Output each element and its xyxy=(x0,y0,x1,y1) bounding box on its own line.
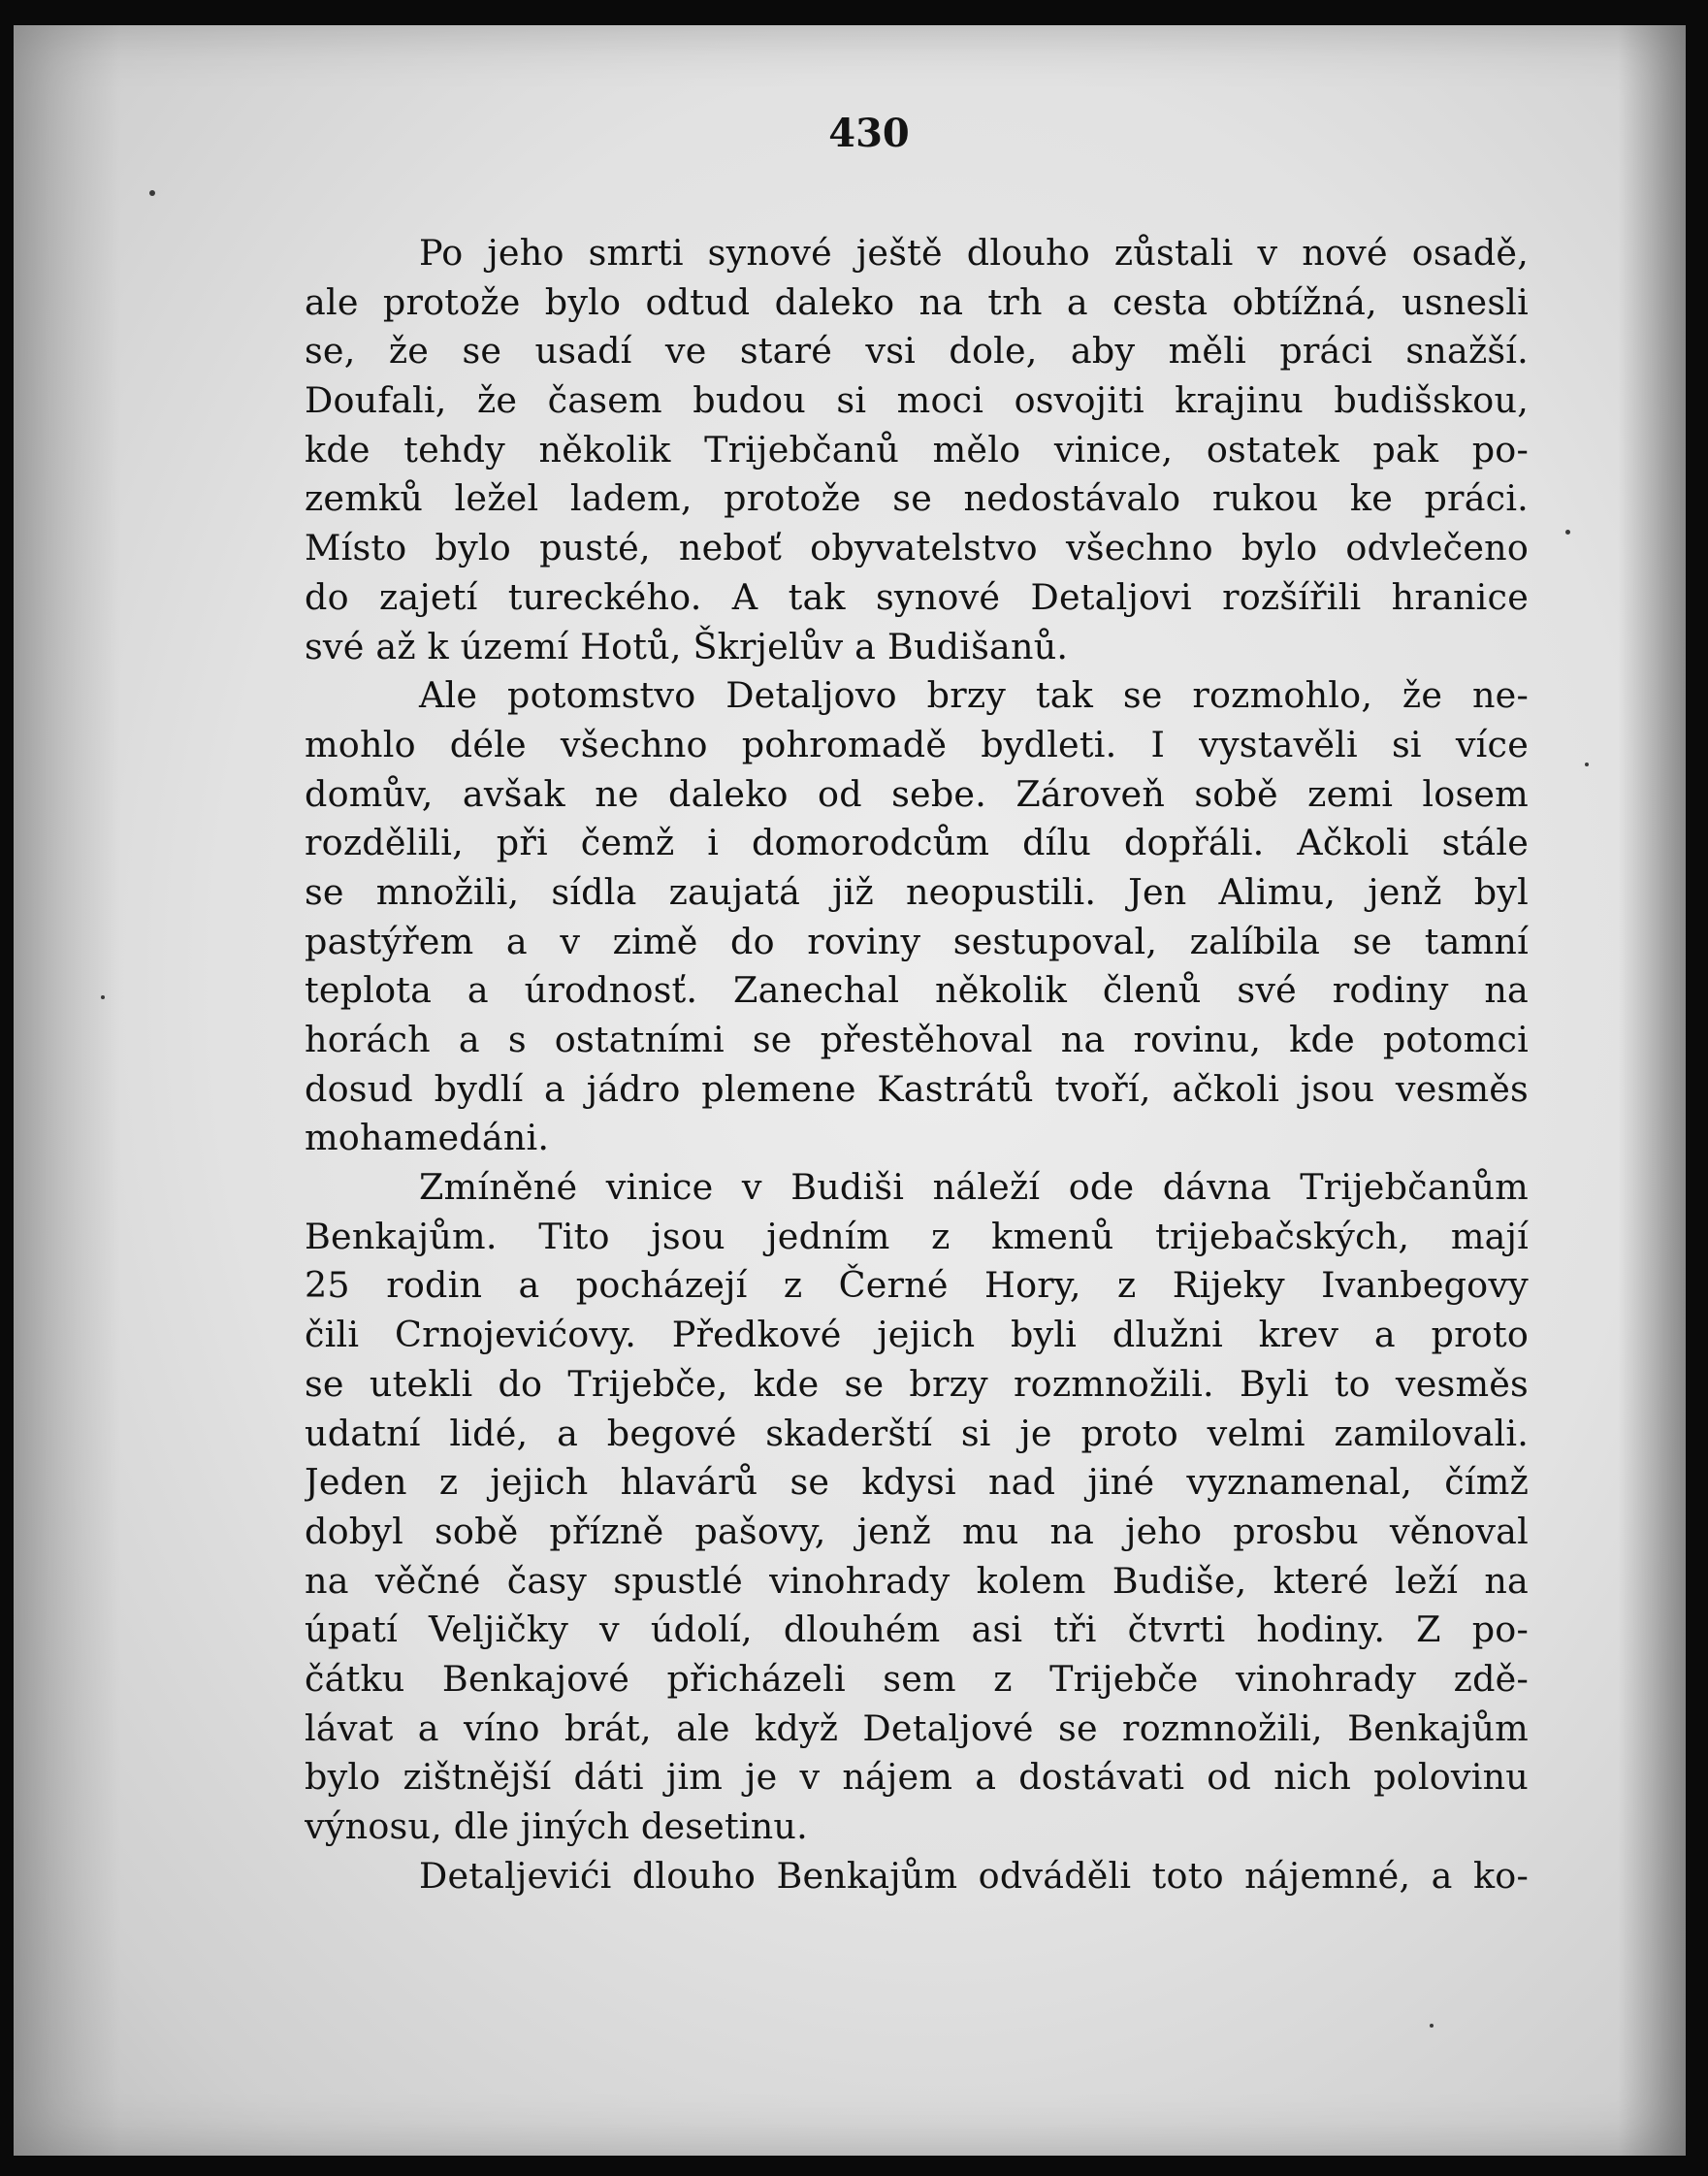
dust-speck xyxy=(149,190,155,196)
book-page xyxy=(14,25,1686,2156)
text-line: své až k území Hotů, Škrjelův a Budišanů. xyxy=(305,625,1069,667)
text-line: čili Crnojevićovy. Předkové jejich byli dlužni krev a proto xyxy=(305,1314,1529,1356)
text-line: Zmíněné vinice v Budiši náleží ode dávna Trijebčanům xyxy=(419,1166,1529,1209)
dust-speck xyxy=(1585,763,1589,766)
text-line: Jeden z jejich hlavárů se kdysi nad jiné vyznamenal, čímž xyxy=(305,1461,1529,1504)
dust-speck xyxy=(101,995,105,999)
text-line: kde tehdy několik Trijebčanů mělo vinice, ostatek pak po- xyxy=(305,428,1529,471)
page-shading-right xyxy=(1618,25,1686,2156)
text-line: udatní lidé, a begové skaderští si je proto velmi zamilovali. xyxy=(305,1412,1529,1454)
page-shading-left xyxy=(14,25,120,2156)
text-line: se utekli do Trijebče, kde se brzy rozmnožili. Byli to vesměs xyxy=(305,1362,1529,1405)
text-line: Benkajům. Tito jsou jedním z kmenů trijebačských, mají xyxy=(305,1215,1529,1257)
text-line: Po jeho smrti synové ještě dlouho zůstali v nové osadě, xyxy=(419,232,1529,274)
text-line: ale protože bylo odtud daleko na trh a cesta obtížná, usnesli xyxy=(305,280,1529,323)
body-text xyxy=(305,229,1529,1900)
text-line: výnosu, dle jiných desetinu. xyxy=(305,1805,808,1847)
text-line: do zajetí tureckého. A tak synové Detaljovi rozšířili hranice xyxy=(305,575,1529,618)
text-line: Doufali, že časem budou si moci osvojiti krajinu budišskou, xyxy=(305,379,1529,422)
page-number: 430 xyxy=(828,111,910,156)
text-line: pastýřem a v zimě do roviny sestupoval, zalíbila se tamní xyxy=(305,920,1529,962)
text-line: zemků ležel ladem, protože se nedostávalo rukou ke práci. xyxy=(305,477,1529,520)
text-line: úpatí Veljičky v údolí, dlouhém asi tři čtvrti hodiny. Z po- xyxy=(305,1608,1529,1651)
text-line: čátku Benkajové přicházeli sem z Trijebče vinohrady zdě- xyxy=(305,1657,1529,1700)
dust-speck xyxy=(1430,2024,1434,2028)
text-line: mohlo déle všechno pohromadě bydleti. I vystavěli si více xyxy=(305,723,1529,765)
text-line: na věčné časy spustlé vinohrady kolem Budiše, které leží na xyxy=(305,1559,1529,1602)
text-line: teplota a úrodnosť. Zanechal několik členů své rodiny na xyxy=(305,969,1529,1012)
text-line: se, že se usadí ve staré vsi dole, aby měli práci snažší. xyxy=(305,330,1529,373)
text-line: Ale potomstvo Detaljovo brzy tak se rozmohlo, že ne- xyxy=(419,674,1529,717)
text-line: 25 rodin a pocházejí z Černé Hory, z Rijeky Ivanbegovy xyxy=(305,1264,1529,1307)
text-line: lávat a víno brát, ale když Detaljové se rozmnožili, Benkajům xyxy=(305,1706,1529,1749)
text-line: horách a s ostatními se přestěhoval na rovinu, kde potomci xyxy=(305,1019,1529,1060)
text-line: rozdělili, při čemž i domorodcům dílu dopřáli. Ačkoli stále xyxy=(305,822,1529,864)
text-line: dobyl sobě přízně pašovy, jenž mu na jeho prosbu věnoval xyxy=(305,1510,1529,1552)
text-line: mohamedáni. xyxy=(305,1117,550,1159)
text-line: Detaljevići dlouho Benkajům odváděli toto nájemné, a ko- xyxy=(419,1854,1529,1897)
text-line: se množili, sídla zaujatá již neopustili. Jen Alimu, jenž byl xyxy=(305,870,1529,913)
text-line: Místo bylo pusté, neboť obyvatelstvo všechno bylo odvlečeno xyxy=(305,527,1529,569)
text-line: dosud bydlí a jádro plemene Kastrátů tvoří, ačkoli jsou vesměs xyxy=(305,1067,1529,1110)
text-line: bylo zištnější dáti jim je v nájem a dostávati od nich polovinu xyxy=(305,1756,1529,1799)
dust-speck xyxy=(1565,530,1570,535)
text-line: domův, avšak ne daleko od sebe. Zároveň sobě zemi losem xyxy=(305,772,1529,815)
